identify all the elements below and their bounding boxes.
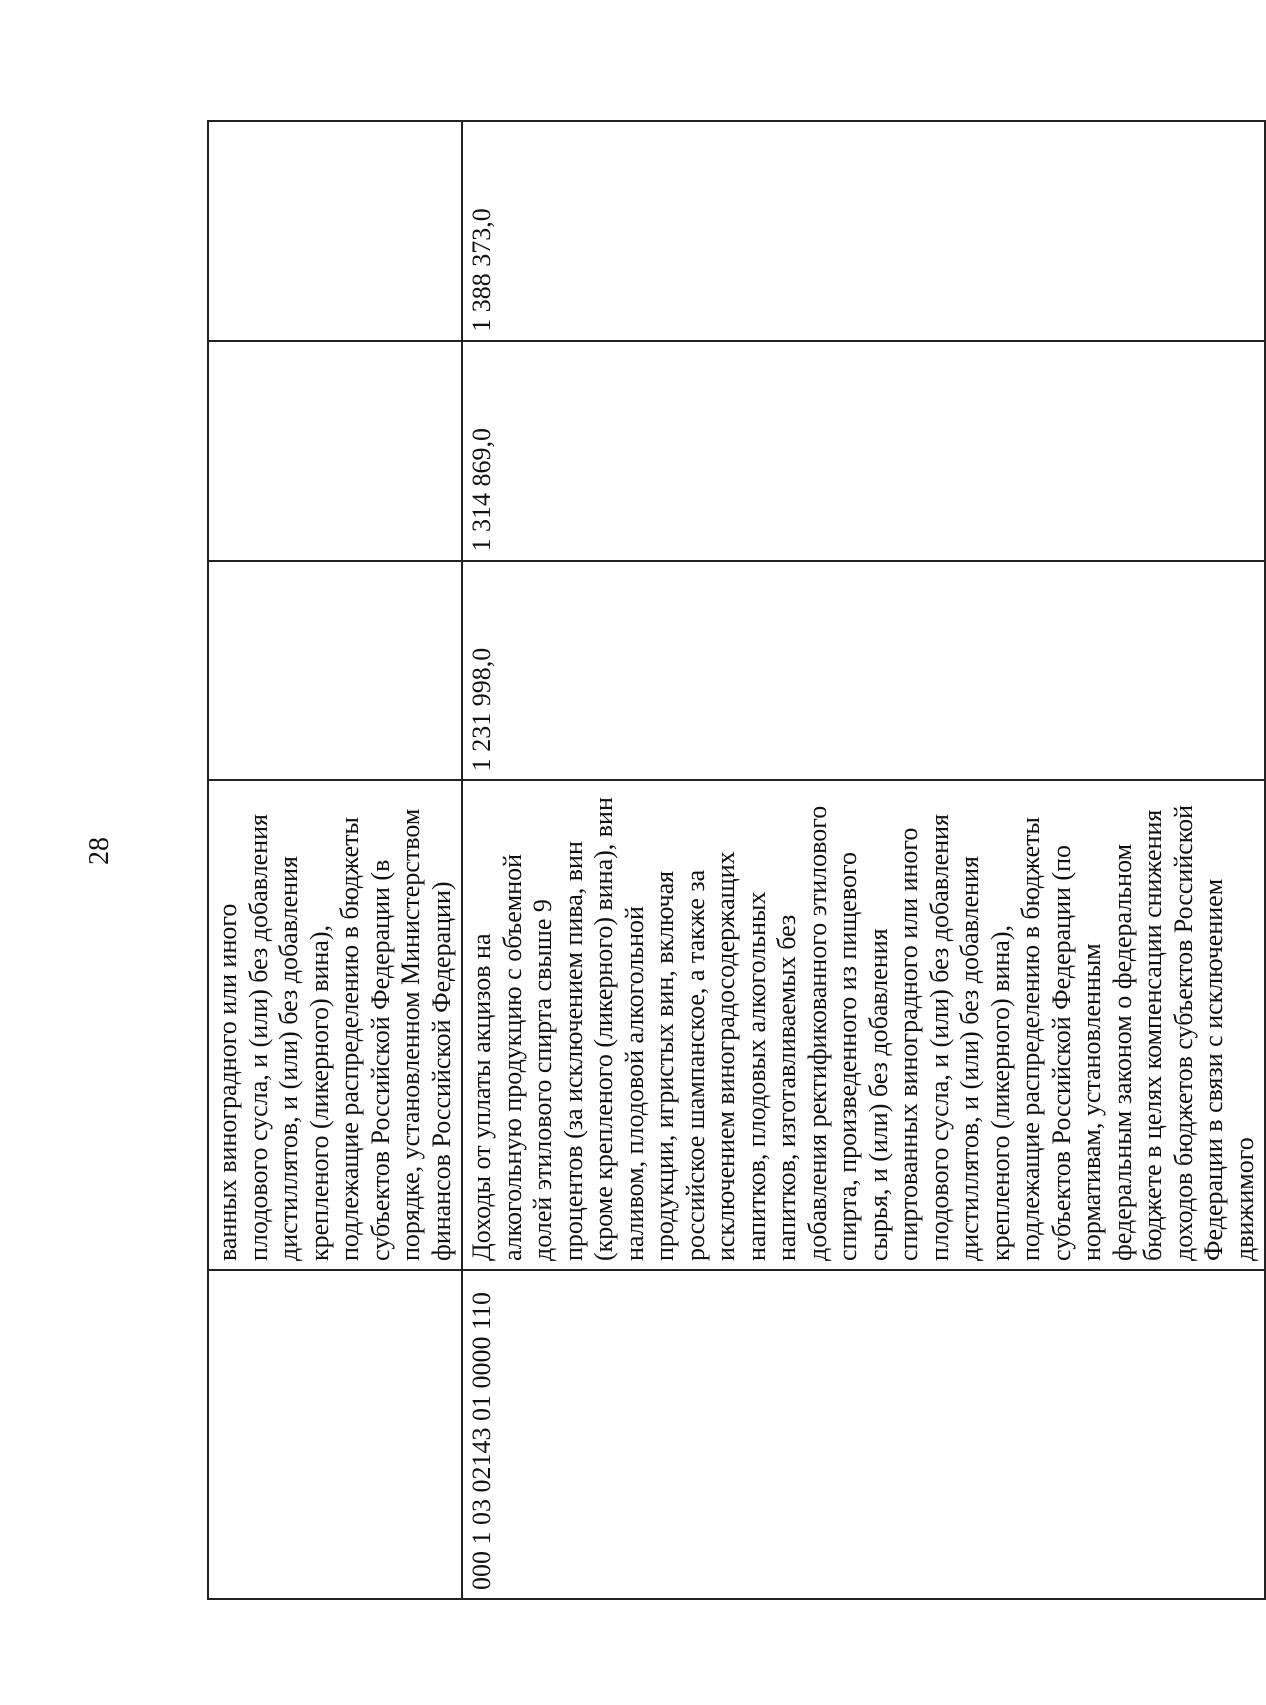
- page-number: 28: [84, 837, 115, 865]
- table-row: [208, 121, 462, 1599]
- code-cell: 000 1 03 02143 01 0000 110: [462, 1270, 1265, 1599]
- description-cell: Доходы от уплаты акцизов на алкогольную продукцию с объемной долей этилового спирта свыше 9 процентов (за исключением пива, вин (кроме крепленого (ликерного) вина), вин наливом, плодовой алкогольной продукции, игристых вин, включая российское шампанское, а также за исключением виноградосодержащих напитков, плодовых алкогольных напитков, изготавливаемых без добавления ректификованного этилового спирта, произведенного из пищевого сырья, и (или) без добавления спиртованных виноградного или иного плодового сусла, и (или) без добавления дистиллятов, и (или) без добавления крепленого (ликерного) вина), подлежащие распределению в бюджеты субъектов Российской Федерации (по нормативам, установленным федеральным законом о федеральном бюджете в целях компенсации снижения доходов бюджетов субъектов Российской Федерации в связи с исключением движимого: [462, 780, 1265, 1270]
- amount-year2-cell: 1 314 869,0: [462, 341, 1265, 561]
- table-row: [462, 121, 1265, 1599]
- amount-year1-cell: [208, 561, 462, 781]
- rotated-table-container: [207, 120, 1259, 1600]
- amount-year2-cell: [208, 341, 462, 561]
- amount-year3-cell: 1 388 373,0: [462, 121, 1265, 341]
- amount-year3-cell: [208, 121, 462, 341]
- amount-year1-cell: 1 231 998,0: [462, 561, 1265, 781]
- code-cell: [208, 1270, 462, 1599]
- description-cell: ванных виноградного или иного плодового сусла, и (или) без добавления дистиллятов, и (или) без добавления крепленого (ликерного) вина), подлежащие распределению в бюджеты субъектов Российской Федерации (в порядке, установленном Министерством финансов Российской Федерации): [208, 780, 462, 1270]
- budget-table: [207, 120, 1266, 1600]
